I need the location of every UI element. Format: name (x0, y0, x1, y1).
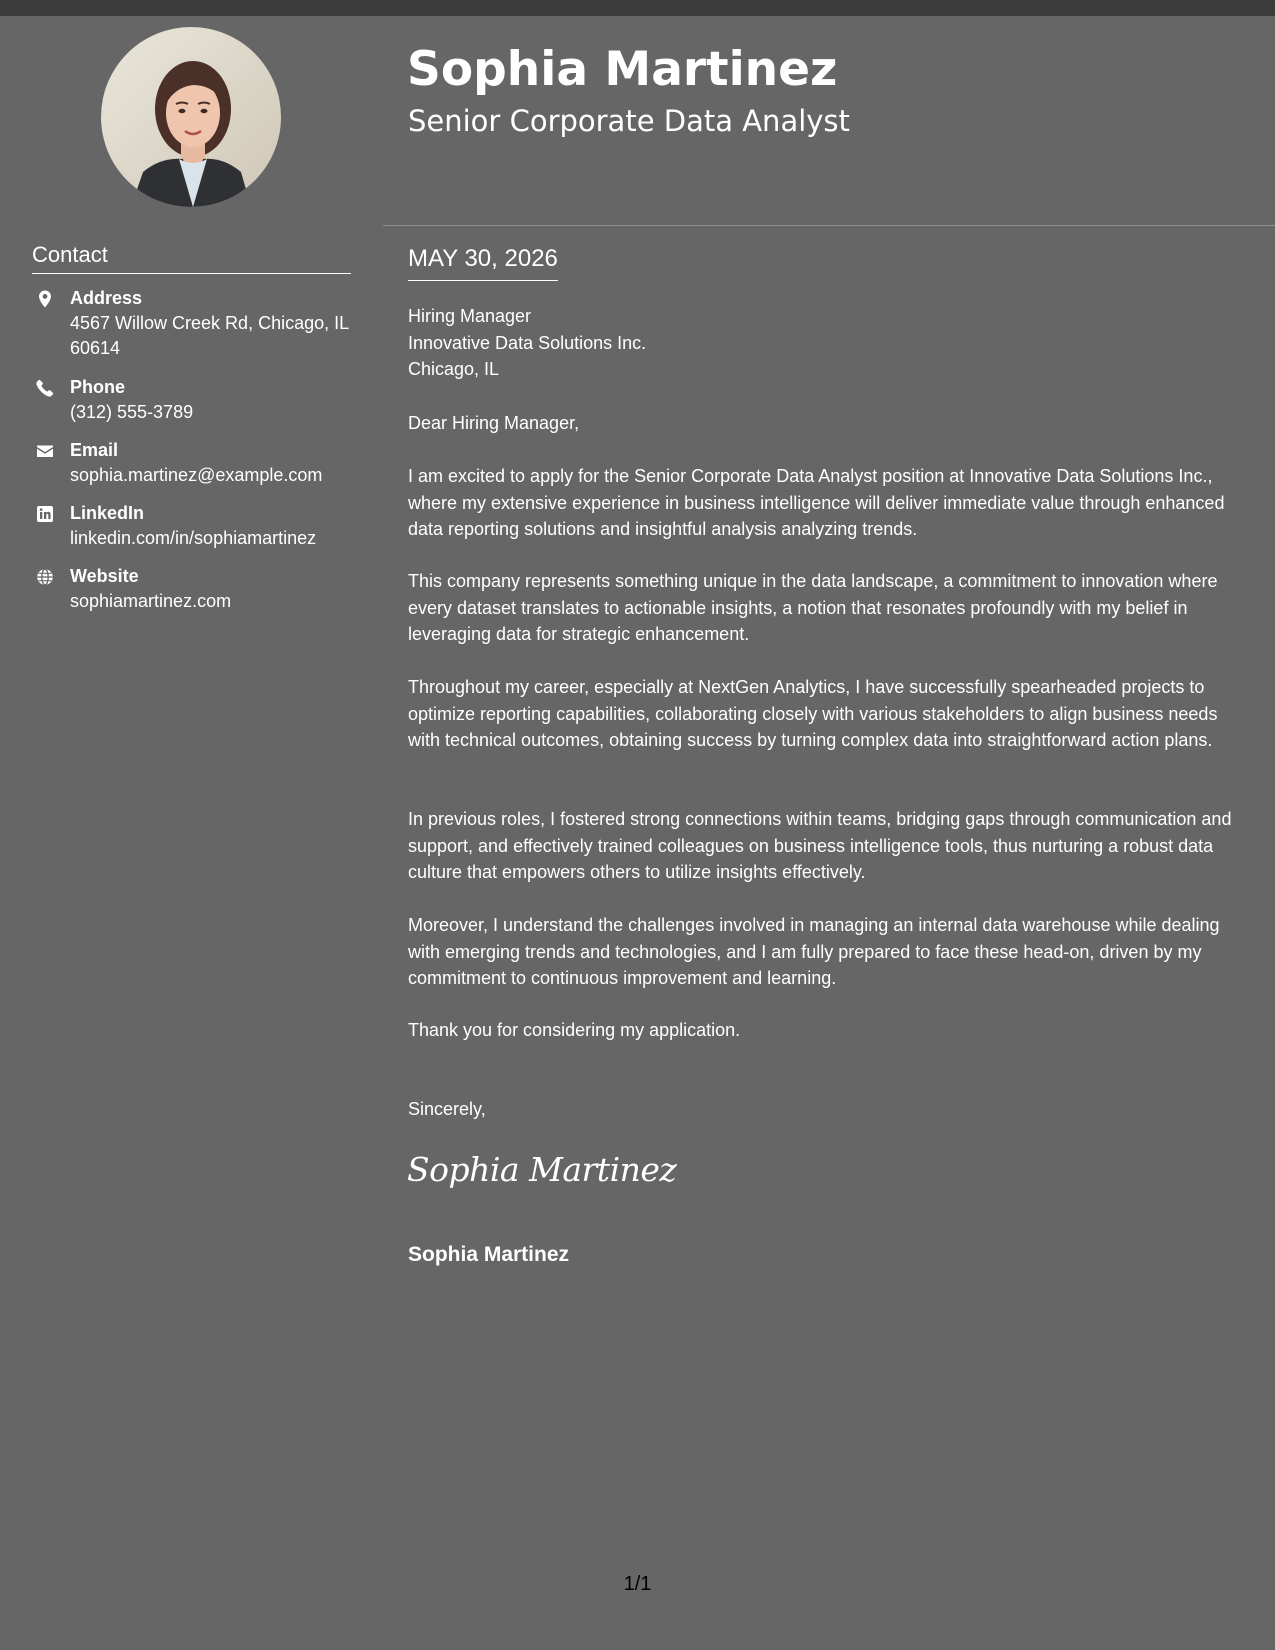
job-title: Senior Corporate Data Analyst (408, 104, 850, 138)
website-value: sophiamartinez.com (70, 591, 232, 611)
linkedin-label: LinkedIn (70, 503, 145, 523)
phone-icon (36, 379, 54, 397)
address-value: 4567 Willow Creek Rd, Chicago, IL 60614 (70, 313, 349, 358)
letter-paragraph: This company represents something unique in the data landscape, a commitment to innovation where every dataset translates to actionable insights, a notion that resonates profoundly with my belief in leveraging data for strategic enhancement. (408, 571, 1218, 644)
letter-paragraph: I am excited to apply for the Senior Corporate Data Analyst position at Innovative Data Solutions Inc., where my extensive experience in business intelligence will deliver immediate value through enhanced data reporting solutions and insightful analysis analyzing trends. (408, 466, 1225, 539)
envelope-icon (36, 442, 54, 460)
salutation: Dear Hiring Manager, (408, 413, 580, 433)
phone-label: Phone (70, 377, 126, 397)
map-pin-icon (36, 290, 54, 308)
contact-heading: Contact (32, 241, 351, 274)
letter-paragraph: Throughout my career, especially at NextGen Analytics, I have successfully spearheaded projects to optimize reporting capabilities, collaborating closely with various stakeholders to align business needs with technical outcomes, obtaining success by turning complex data into straightforward action plans. (408, 677, 1218, 750)
header-divider (383, 225, 1275, 226)
recipient-line: Chicago, IL (408, 359, 500, 379)
phone-value: (312) 555-3789 (70, 402, 194, 422)
globe-icon (36, 568, 54, 586)
address-label: Address (70, 288, 143, 308)
email-value: sophia.martinez@example.com (70, 465, 323, 485)
linkedin-value: linkedin.com/in/sophiamartinez (70, 528, 317, 548)
profile-photo (101, 27, 281, 207)
closing: Sincerely, (408, 1099, 486, 1119)
page-number: 1/1 (623, 1573, 652, 1595)
top-bar (0, 0, 1275, 16)
profile-photo-illustration (101, 27, 281, 207)
letter-paragraph: In previous roles, I fostered strong connections within teams, bridging gaps through communication and support, and effectively trained colleagues on business intelligence tools, thus nurturing a robust data culture that empowers others to utilize insights effectively. (408, 809, 1232, 882)
handwritten-signature: Sophia Martinez (407, 1150, 677, 1189)
letter-date: MAY 30, 2026 (408, 244, 558, 281)
recipient-line: Innovative Data Solutions Inc. (408, 332, 647, 353)
recipient-block (408, 303, 646, 383)
website-label: Website (70, 566, 139, 586)
linkedin-icon (36, 505, 54, 523)
email-label: Email (70, 440, 119, 460)
letter-paragraph: Thank you for considering my application. (408, 1020, 741, 1040)
recipient-line: Hiring Manager (408, 306, 532, 326)
signer-name: Sophia Martinez (408, 1243, 570, 1266)
letter-paragraph: Moreover, I understand the challenges involved in managing an internal data warehouse while dealing with emerging trends and technologies, and I am fully prepared to face these head-on, driven by my commitment to continuous improvement and learning. (408, 915, 1220, 988)
applicant-name: Sophia Martinez (407, 42, 838, 97)
